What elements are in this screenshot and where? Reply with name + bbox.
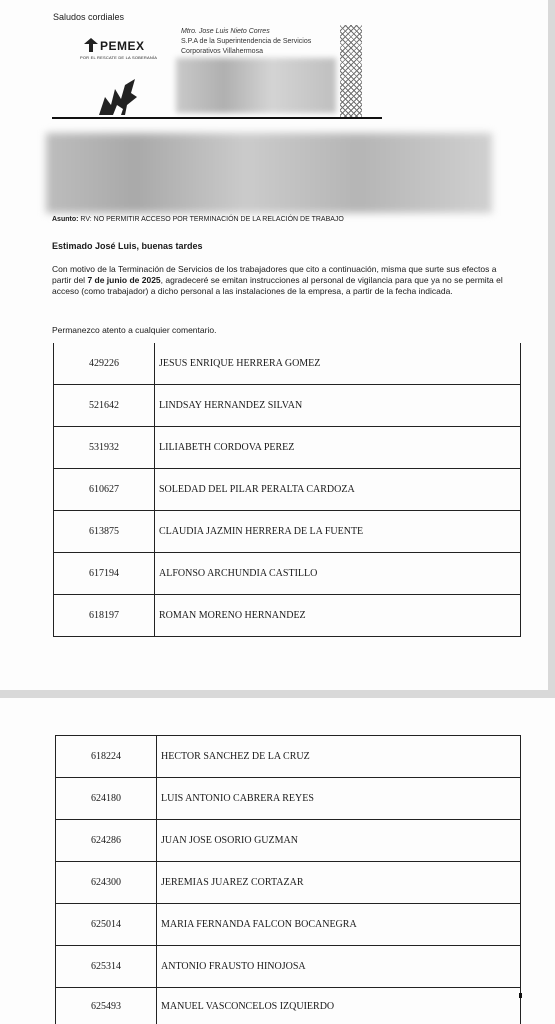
employee-id: 617194 xyxy=(54,553,155,595)
pemex-logo xyxy=(80,38,160,68)
redacted-sender-details xyxy=(176,58,336,113)
employee-name: LINDSAY HERNANDEZ SILVAN xyxy=(155,385,521,427)
employee-name: ALFONSO ARCHUNDIA CASTILLO xyxy=(155,553,521,595)
table-row xyxy=(54,553,521,595)
employee-table-page2 xyxy=(55,735,521,1024)
body-effective-date: 7 de junio de 2025 xyxy=(87,275,161,285)
body-text-part2: , agradeceré se emitan instrucciones al personal de vigilancia para que ya no se permita el acceso (como trabajador) a dicho personal a las instalaciones de la empresa, a partir de la fecha indicada. xyxy=(52,275,503,296)
sender-title-line2: Corporativos Villahermosa xyxy=(181,48,263,55)
employee-name: JUAN JOSE OSORIO GUZMAN xyxy=(157,820,521,862)
employee-name: JEREMIAS JUAREZ CORTAZAR xyxy=(157,862,521,904)
body-paragraph xyxy=(52,264,512,297)
employee-id: 624286 xyxy=(56,820,157,862)
logo-wordmark: PEMEX xyxy=(100,39,145,53)
employee-id: 624300 xyxy=(56,862,157,904)
table-row xyxy=(56,736,521,778)
table-row xyxy=(56,988,521,1024)
employee-id: 624180 xyxy=(56,778,157,820)
eagle-emblem-icon xyxy=(95,75,139,119)
employee-name: ANTONIO FRAUSTO HINOJOSA xyxy=(157,946,521,988)
employee-id: 625493 xyxy=(56,988,157,1024)
employee-name: MARIA FERNANDA FALCON BOCANEGRA xyxy=(157,904,521,946)
subject-line xyxy=(52,216,344,223)
logo-slogan: POR EL RESCATE DE LA SOBERANÍA xyxy=(80,55,158,60)
employee-id: 618224 xyxy=(56,736,157,778)
employee-id: 625014 xyxy=(56,904,157,946)
redacted-email-header xyxy=(46,133,492,213)
table-row xyxy=(56,904,521,946)
greeting-top: Saludos cordiales xyxy=(53,12,125,22)
table-row xyxy=(54,511,521,553)
employee-name: SOLEDAD DEL PILAR PERALTA CARDOZA xyxy=(155,469,521,511)
salutation: Estimado José Luis, buenas tardes xyxy=(52,241,203,251)
decorative-pattern-strip xyxy=(340,25,362,117)
employee-id: 613875 xyxy=(54,511,155,553)
employee-name: JESUS ENRIQUE HERRERA GOMEZ xyxy=(155,343,521,385)
table-row xyxy=(54,385,521,427)
table-row xyxy=(56,862,521,904)
table-row xyxy=(56,820,521,862)
employee-name: HECTOR SANCHEZ DE LA CRUZ xyxy=(157,736,521,778)
employee-id: 610627 xyxy=(54,469,155,511)
table-row xyxy=(54,427,521,469)
table-row xyxy=(56,946,521,988)
employee-name: ROMAN MORENO HERNANDEZ xyxy=(155,595,521,637)
body-text-part1: Con motivo de la Terminación de Servicios de los trabajadores que cito a continuación, misma que surte sus efectos a partir del xyxy=(52,264,497,285)
subject-label: Asunto: xyxy=(52,216,79,223)
employee-id: 618197 xyxy=(54,595,155,637)
pemex-logo-icon xyxy=(84,38,98,52)
employee-name: LILIABETH CORDOVA PEREZ xyxy=(155,427,521,469)
sender-block xyxy=(181,27,311,57)
employee-id: 521642 xyxy=(54,385,155,427)
closing-line: Permanezco atento a cualquier comentario. xyxy=(52,325,217,335)
table-row xyxy=(56,778,521,820)
employee-id: 429226 xyxy=(54,343,155,385)
employee-table-page1 xyxy=(53,343,521,637)
table-row xyxy=(54,343,521,385)
table-row xyxy=(54,595,521,637)
sender-name: Mtro. Jose Luis Nieto Corres xyxy=(181,28,270,35)
header-divider xyxy=(52,117,382,119)
sender-title-line1: S.P.A de la Superintendencia de Servicios xyxy=(181,38,312,45)
employee-id: 531932 xyxy=(54,427,155,469)
table-row xyxy=(54,469,521,511)
employee-name: LUIS ANTONIO CABRERA REYES xyxy=(157,778,521,820)
employee-id: 625314 xyxy=(56,946,157,988)
employee-name: CLAUDIA JAZMIN HERRERA DE LA FUENTE xyxy=(155,511,521,553)
subject-text: RV: NO PERMITIR ACCESO POR TERMINACIÓN DE LA RELACIÓN DE TRABAJO xyxy=(80,216,344,223)
employee-name: MANUEL VASCONCELOS IZQUIERDO xyxy=(157,988,521,1024)
page-mark xyxy=(519,993,522,998)
